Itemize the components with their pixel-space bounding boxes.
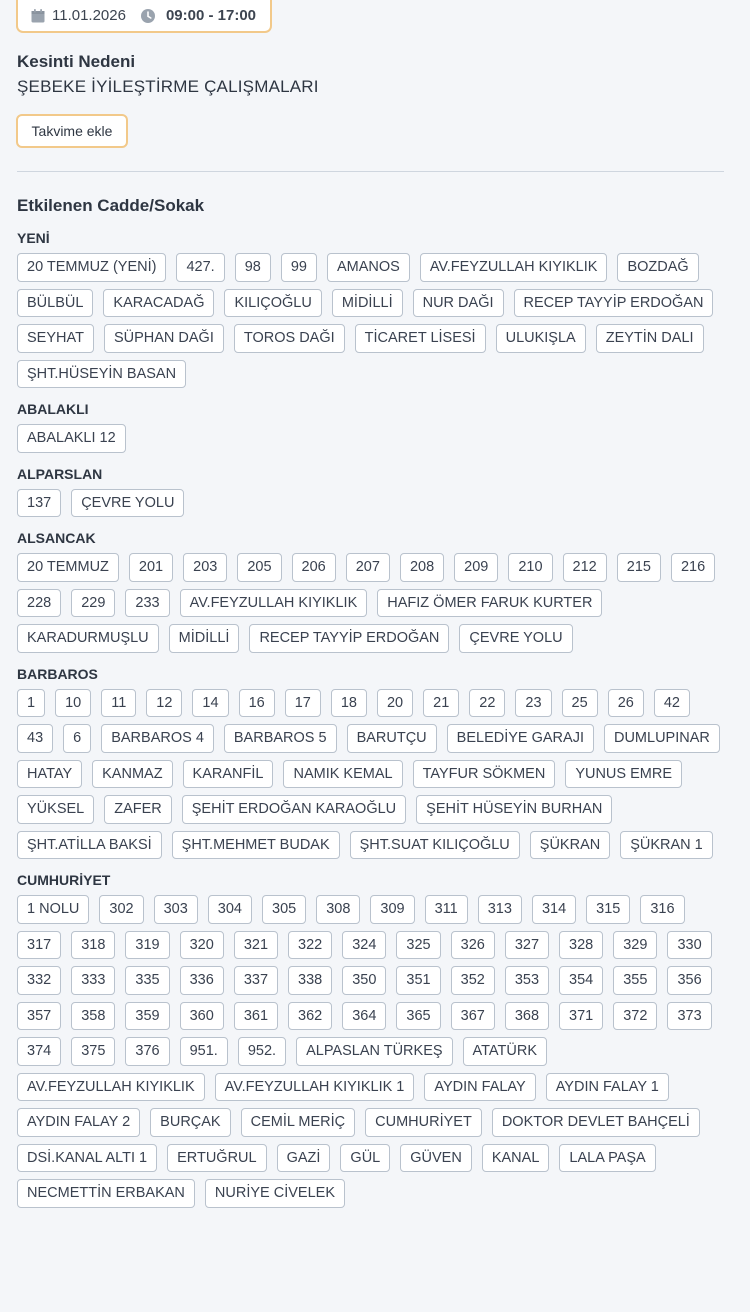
street-chip[interactable]: 98 (235, 253, 271, 282)
street-chip[interactable]: GÜL (340, 1144, 390, 1173)
street-chip[interactable]: 201 (129, 553, 173, 582)
street-chip[interactable]: 336 (180, 966, 224, 995)
street-chip[interactable]: 367 (451, 1002, 495, 1031)
street-chip[interactable]: AYDIN FALAY 2 (17, 1108, 140, 1137)
neighborhood-group (17, 230, 732, 388)
street-chip[interactable]: 319 (125, 931, 169, 960)
street-chip[interactable]: ŞHT.HÜSEYİN BASAN (17, 360, 186, 389)
street-chip-list (17, 253, 732, 388)
outage-date: 11.01.2026 (52, 7, 126, 24)
street-chip[interactable]: SEYHAT (17, 324, 94, 353)
street-chip[interactable]: ŞHT.ATİLLA BAKSİ (17, 831, 162, 860)
street-chip[interactable]: BARBAROS 4 (101, 724, 214, 753)
street-chip[interactable]: KANAL (482, 1144, 550, 1173)
street-chip[interactable]: 233 (125, 589, 169, 618)
street-chip[interactable]: TAYFUR SÖKMEN (413, 760, 556, 789)
add-to-calendar-button[interactable]: Takvime ekle (16, 114, 128, 148)
street-chip[interactable]: 332 (17, 966, 61, 995)
street-chip[interactable]: 357 (17, 1002, 61, 1031)
street-chip[interactable]: 335 (125, 966, 169, 995)
street-chip[interactable]: ZAFER (104, 795, 172, 824)
neighborhood-group (17, 872, 732, 1208)
street-chip[interactable]: HATAY (17, 760, 82, 789)
street-chip[interactable]: 952. (238, 1037, 286, 1066)
street-chip[interactable]: DUMLUPINAR (604, 724, 720, 753)
street-chip[interactable]: DSİ.KANAL ALTI 1 (17, 1144, 157, 1173)
street-chip[interactable]: 360 (180, 1002, 224, 1031)
street-chip[interactable]: AV.FEYZULLAH KIYIKLIK (17, 1073, 205, 1102)
street-chip[interactable]: 212 (563, 553, 607, 582)
street-chip[interactable]: 352 (451, 966, 495, 995)
street-chip[interactable]: 318 (71, 931, 115, 960)
street-chip[interactable]: MİDİLLİ (332, 289, 403, 318)
street-chip[interactable]: 356 (667, 966, 711, 995)
street-chip[interactable]: 329 (613, 931, 657, 960)
street-chip[interactable]: 315 (586, 895, 630, 924)
street-chip-list (17, 895, 732, 1208)
street-chip[interactable]: 351 (396, 966, 440, 995)
street-chip[interactable]: 372 (613, 1002, 657, 1031)
street-chip[interactable]: ATATÜRK (463, 1037, 547, 1066)
street-chip[interactable]: 326 (451, 931, 495, 960)
neighborhood-name: BARBAROS (17, 665, 98, 682)
street-chip[interactable]: TOROS DAĞI (234, 324, 345, 353)
street-chip[interactable]: ZEYTİN DALI (596, 324, 704, 353)
street-chip[interactable]: 322 (288, 931, 332, 960)
street-chip[interactable]: 359 (125, 1002, 169, 1031)
street-chip[interactable]: 325 (396, 931, 440, 960)
street-chip[interactable]: ERTUĞRUL (167, 1144, 267, 1173)
street-chip[interactable]: 208 (400, 553, 444, 582)
street-chip[interactable]: 1 (17, 689, 45, 718)
street-chip[interactable]: 376 (125, 1037, 169, 1066)
street-chip[interactable]: 355 (613, 966, 657, 995)
street-chip[interactable]: GAZİ (277, 1144, 331, 1173)
street-chip[interactable]: 308 (316, 895, 360, 924)
street-chip[interactable]: 43 (17, 724, 53, 753)
street-chip[interactable]: 6 (63, 724, 91, 753)
street-chip[interactable]: AMANOS (327, 253, 410, 282)
street-chip[interactable]: 215 (617, 553, 661, 582)
street-chip[interactable]: RECEP TAYYİP ERDOĞAN (514, 289, 714, 318)
street-chip[interactable]: 365 (396, 1002, 440, 1031)
street-chip[interactable]: 350 (342, 966, 386, 995)
street-chip[interactable]: 327 (505, 931, 549, 960)
neighborhood-group (17, 466, 732, 518)
outage-time: 09:00 - 17:00 (165, 7, 257, 24)
neighborhood-name: ALPARSLAN (17, 465, 103, 482)
street-chip[interactable]: SÜPHAN DAĞI (104, 324, 224, 353)
street-chip[interactable]: 303 (154, 895, 198, 924)
street-chip[interactable]: AYDIN FALAY (424, 1073, 535, 1102)
neighborhood-name: YENİ (17, 230, 50, 246)
street-chip-list (17, 424, 732, 453)
street-chip[interactable]: 316 (640, 895, 684, 924)
street-chip[interactable]: 25 (562, 689, 598, 718)
street-chip[interactable]: KILIÇOĞLU (224, 289, 321, 318)
street-chip[interactable]: 1 NOLU (17, 895, 89, 924)
street-chip[interactable]: NUR DAĞI (413, 289, 504, 318)
street-chip-list (17, 689, 732, 860)
neighborhood-name: ABALAKLI (17, 401, 89, 417)
street-chip[interactable]: RECEP TAYYİP ERDOĞAN (249, 624, 449, 653)
street-chip[interactable]: NURİYE CİVELEK (205, 1179, 345, 1208)
neighborhood-group (17, 530, 732, 653)
street-chip[interactable]: CEMİL MERİÇ (241, 1108, 356, 1137)
street-chip[interactable]: 313 (478, 895, 522, 924)
neighborhood-group (17, 401, 732, 453)
street-chip[interactable]: 14 (192, 689, 228, 718)
street-chip[interactable]: 320 (180, 931, 224, 960)
street-chip[interactable]: MİDİLLİ (169, 624, 240, 653)
street-chip[interactable]: 26 (608, 689, 644, 718)
street-chip[interactable]: AYDIN FALAY 1 (546, 1073, 669, 1102)
street-chip[interactable]: ŞHT.SUAT KILIÇOĞLU (350, 831, 520, 860)
street-chip[interactable]: 311 (425, 895, 468, 924)
street-chip[interactable]: 229 (71, 589, 115, 618)
street-chip[interactable]: KANMAZ (92, 760, 172, 789)
street-chip[interactable]: ŞHT.MEHMET BUDAK (172, 831, 340, 860)
street-chip[interactable]: BÜLBÜL (17, 289, 93, 318)
street-chip[interactable]: AV.FEYZULLAH KIYIKLIK 1 (215, 1073, 415, 1102)
street-chip[interactable]: ŞÜKRAN 1 (620, 831, 713, 860)
street-chip[interactable]: AV.FEYZULLAH KIYIKLIK (420, 253, 608, 282)
street-chip[interactable]: ÇEVRE YOLU (459, 624, 572, 653)
street-chip[interactable]: KARACADAĞ (103, 289, 214, 318)
street-chip[interactable]: NECMETTİN ERBAKAN (17, 1179, 195, 1208)
reason-title: Kesinti Nedeni (17, 52, 136, 71)
street-chip[interactable]: BELEDİYE GARAJI (447, 724, 594, 753)
neighborhood-name: ALSANCAK (17, 530, 96, 546)
street-chip[interactable]: AV.FEYZULLAH KIYIKLIK (180, 589, 368, 618)
street-chip[interactable]: YÜKSEL (17, 795, 94, 824)
street-chip[interactable]: HAFIZ ÖMER FARUK KURTER (377, 589, 602, 618)
street-chip[interactable]: 330 (667, 931, 711, 960)
street-chip[interactable]: 304 (208, 895, 252, 924)
street-chip[interactable]: ŞÜKRAN (530, 831, 610, 860)
reason-text: ŞEBEKE İYİLEŞTİRME ÇALIŞMALARI (17, 77, 319, 96)
street-chip[interactable]: 18 (331, 689, 367, 718)
street-chip[interactable]: ALPASLAN TÜRKEŞ (296, 1037, 452, 1066)
street-chip[interactable]: 10 (55, 689, 91, 718)
street-chip[interactable]: LALA PAŞA (559, 1144, 655, 1173)
street-chip[interactable]: 206 (292, 553, 336, 582)
street-chip[interactable]: 11 (101, 689, 136, 718)
affected-streets-list (17, 230, 732, 1221)
street-chip[interactable]: ÇEVRE YOLU (71, 489, 184, 518)
street-chip[interactable]: 12 (146, 689, 182, 718)
street-chip[interactable]: ŞEHİT ERDOĞAN KARAOĞLU (182, 795, 406, 824)
street-chip[interactable]: 373 (667, 1002, 711, 1031)
street-chip[interactable]: 427. (176, 253, 224, 282)
street-chip[interactable]: KARADURMUŞLU (17, 624, 159, 653)
street-chip[interactable]: 361 (234, 1002, 278, 1031)
street-chip[interactable]: 20 TEMMUZ (17, 553, 119, 582)
street-chip[interactable]: 22 (469, 689, 505, 718)
street-chip[interactable]: NAMIK KEMAL (283, 760, 402, 789)
street-chip-list (17, 489, 732, 518)
street-chip[interactable]: BARBAROS 5 (224, 724, 337, 753)
street-chip[interactable]: CUMHURİYET (365, 1108, 482, 1137)
street-chip[interactable]: 228 (17, 589, 61, 618)
street-chip[interactable]: 99 (281, 253, 317, 282)
street-chip[interactable]: 21 (423, 689, 459, 718)
street-chip[interactable]: 364 (342, 1002, 386, 1031)
divider (17, 171, 724, 172)
street-chip[interactable]: 321 (234, 931, 278, 960)
street-chip[interactable]: 42 (654, 689, 690, 718)
clock-icon (140, 8, 156, 24)
street-chip[interactable]: 951. (180, 1037, 228, 1066)
street-chip[interactable]: ULUKIŞLA (496, 324, 586, 353)
street-chip[interactable]: 137 (17, 489, 61, 518)
street-chip[interactable]: 16 (239, 689, 275, 718)
street-chip[interactable]: 207 (346, 553, 390, 582)
street-chip[interactable]: DOKTOR DEVLET BAHÇELİ (492, 1108, 700, 1137)
street-chip[interactable]: GÜVEN (400, 1144, 472, 1173)
street-chip[interactable]: 20 (377, 689, 413, 718)
street-chip[interactable]: 358 (71, 1002, 115, 1031)
street-chip[interactable]: BOZDAĞ (617, 253, 698, 282)
street-chip[interactable]: 20 TEMMUZ (YENİ) (17, 253, 166, 282)
street-chip[interactable]: 210 (508, 553, 552, 582)
street-chip[interactable]: 317 (17, 931, 61, 960)
street-chip[interactable]: TİCARET LİSESİ (355, 324, 486, 353)
street-chip[interactable]: 338 (288, 966, 332, 995)
street-chip[interactable]: 305 (262, 895, 306, 924)
street-chip[interactable]: 309 (370, 895, 414, 924)
street-chip[interactable]: ŞEHİT HÜSEYİN BURHAN (416, 795, 612, 824)
street-chip[interactable]: 371 (559, 1002, 603, 1031)
street-chip[interactable]: 205 (237, 553, 281, 582)
street-chip[interactable]: 324 (342, 931, 386, 960)
street-chip-list (17, 553, 732, 653)
street-chip[interactable]: 328 (559, 931, 603, 960)
street-chip[interactable]: 23 (515, 689, 551, 718)
street-chip[interactable]: 333 (71, 966, 115, 995)
street-chip[interactable]: KARANFİL (183, 760, 274, 789)
street-chip[interactable]: 353 (505, 966, 549, 995)
street-chip[interactable]: 203 (183, 553, 227, 582)
street-chip[interactable]: 368 (505, 1002, 549, 1031)
street-chip[interactable]: BURÇAK (150, 1108, 230, 1137)
street-chip[interactable]: 337 (234, 966, 278, 995)
street-chip[interactable]: 302 (99, 895, 143, 924)
neighborhood-name: CUMHURİYET (17, 872, 111, 888)
street-chip[interactable]: 362 (288, 1002, 332, 1031)
affected-streets-title: Etkilenen Cadde/Sokak (17, 196, 205, 215)
street-chip[interactable]: BARUTÇU (347, 724, 437, 753)
street-chip[interactable]: 209 (454, 553, 498, 582)
street-chip[interactable]: 314 (532, 895, 576, 924)
neighborhood-group (17, 666, 732, 860)
street-chip[interactable]: 374 (17, 1037, 61, 1066)
street-chip[interactable]: 375 (71, 1037, 115, 1066)
street-chip[interactable]: 354 (559, 966, 603, 995)
street-chip[interactable]: YUNUS EMRE (565, 760, 682, 789)
street-chip[interactable]: ABALAKLI 12 (17, 424, 126, 453)
outage-datetime (16, 0, 272, 33)
street-chip[interactable]: 216 (671, 553, 715, 582)
calendar-icon (30, 8, 46, 24)
street-chip[interactable]: 17 (285, 689, 321, 718)
